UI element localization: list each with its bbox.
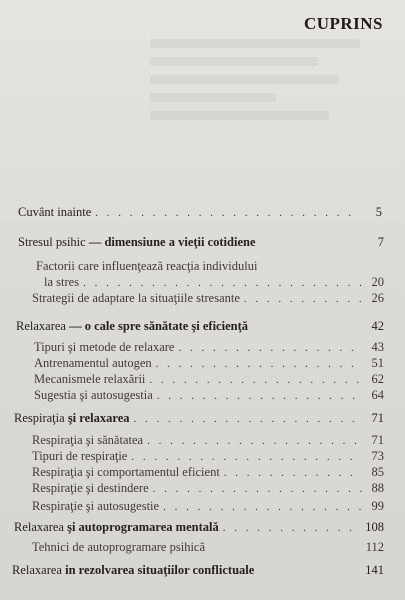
toc-title: CUPRINS <box>303 14 383 33</box>
toc-entry-respiratia-relaxarea[interactable] <box>14 410 384 426</box>
toc-entry-mecanismele[interactable] <box>34 371 384 387</box>
leader-dots <box>157 388 362 404</box>
leader-dots <box>156 356 362 372</box>
toc-entry-label: Respiraţia şi relaxarea <box>14 411 130 425</box>
toc-page-number: 26 <box>371 291 384 305</box>
toc-entry-label: Factorii care influenţează reacţia individului <box>36 259 258 273</box>
toc-entry-conflictuale[interactable] <box>12 562 384 578</box>
toc-entry-relaxarea-cale[interactable] <box>16 318 384 334</box>
toc-entry-label: Respiraţia şi comportamentul eficient <box>32 465 220 479</box>
toc-entry-autosugestie[interactable] <box>32 498 384 514</box>
toc-entry-autoprogramarea[interactable] <box>14 519 384 535</box>
toc-entry-label: Tipuri de respiraţie <box>32 449 128 463</box>
toc-entry-label: Mecanismele relaxării <box>34 372 146 386</box>
toc-page-number: 20 <box>371 275 384 289</box>
toc-entry-tipuri-metode[interactable] <box>34 339 384 355</box>
toc-entry-label: Respiraţia şi sănătatea <box>32 433 144 447</box>
toc-entry-sugestia[interactable] <box>34 387 384 403</box>
toc-entry-label: Antrenamentul autogen <box>34 356 152 370</box>
toc-page-number: 5 <box>375 205 382 219</box>
toc-entry-antrenamentul[interactable] <box>34 355 384 371</box>
bleed-through-texture <box>150 30 360 120</box>
toc-page-number: 62 <box>371 372 384 386</box>
leader-dots <box>83 275 362 291</box>
toc-page-number: 99 <box>371 499 384 513</box>
toc-entry-cuvant-inainte[interactable] <box>18 204 382 220</box>
toc-page-number: 43 <box>371 340 384 354</box>
leader-dots <box>134 411 363 427</box>
leader-dots <box>224 465 362 481</box>
leader-dots <box>153 481 362 497</box>
toc-entry-tipuri-respiratie[interactable] <box>32 448 384 464</box>
toc-entry-label: Relaxarea in rezolvarea situaţiilor conflictuale <box>12 563 255 577</box>
toc-entry-label: Strategii de adaptare la situaţiile stresante <box>32 291 240 305</box>
leader-dots <box>178 340 362 356</box>
leader-dots <box>223 520 362 536</box>
toc-page-number: 112 <box>365 540 384 554</box>
leader-dots <box>163 499 362 515</box>
toc-page-number: 42 <box>371 319 384 333</box>
toc-entry-label: Tehnici de autoprogramare psihică <box>32 540 206 554</box>
toc-entry-respiratia-sanatatea[interactable] <box>32 432 384 448</box>
toc-page-number: 85 <box>371 465 384 479</box>
leader-dots <box>149 372 362 388</box>
toc-page-number: 141 <box>365 563 384 577</box>
toc-entry-label: Relaxarea — o cale spre sănătate şi eficienţă <box>16 319 248 333</box>
toc-entry-label: Sugestia şi autosugestia <box>34 388 153 402</box>
toc-page-number: 7 <box>377 235 384 249</box>
toc-page-number: 73 <box>371 449 384 463</box>
toc-entry-factorii[interactable] <box>36 258 384 290</box>
toc-entry-label: Respiraţie şi destindere <box>32 481 149 495</box>
toc-page-number: 51 <box>371 356 384 370</box>
toc-entry-label: Cuvânt inainte <box>18 205 92 219</box>
toc-entry-label: Relaxarea şi autoprogramarea mentală <box>14 520 219 534</box>
toc-entry-label: Respiraţie şi autosugestie <box>32 499 160 513</box>
leader-dots <box>95 205 360 221</box>
toc-page-number: 64 <box>371 388 384 402</box>
toc-entry-comportamentul[interactable] <box>32 464 384 480</box>
toc-page-number: 88 <box>371 481 384 495</box>
leader-dots <box>244 291 362 307</box>
toc-page-number: 71 <box>371 411 384 425</box>
toc-entry-destindere[interactable] <box>32 480 384 496</box>
toc-entry-label: Stresul psihic — dimensiune a vieţii cotidiene <box>18 235 256 249</box>
toc-entry-stresul-psihic[interactable] <box>18 234 384 250</box>
toc-page-number: 108 <box>365 520 384 534</box>
toc-entry-strategii[interactable] <box>32 290 384 306</box>
toc-entry-label: Tipuri şi metode de relaxare <box>34 340 175 354</box>
toc-entry-label-continued: la stres <box>44 275 80 289</box>
leader-dots <box>131 449 362 465</box>
toc-page-number: 71 <box>371 433 384 447</box>
toc-entry-tehnici[interactable] <box>32 539 384 555</box>
leader-dots <box>147 433 362 449</box>
